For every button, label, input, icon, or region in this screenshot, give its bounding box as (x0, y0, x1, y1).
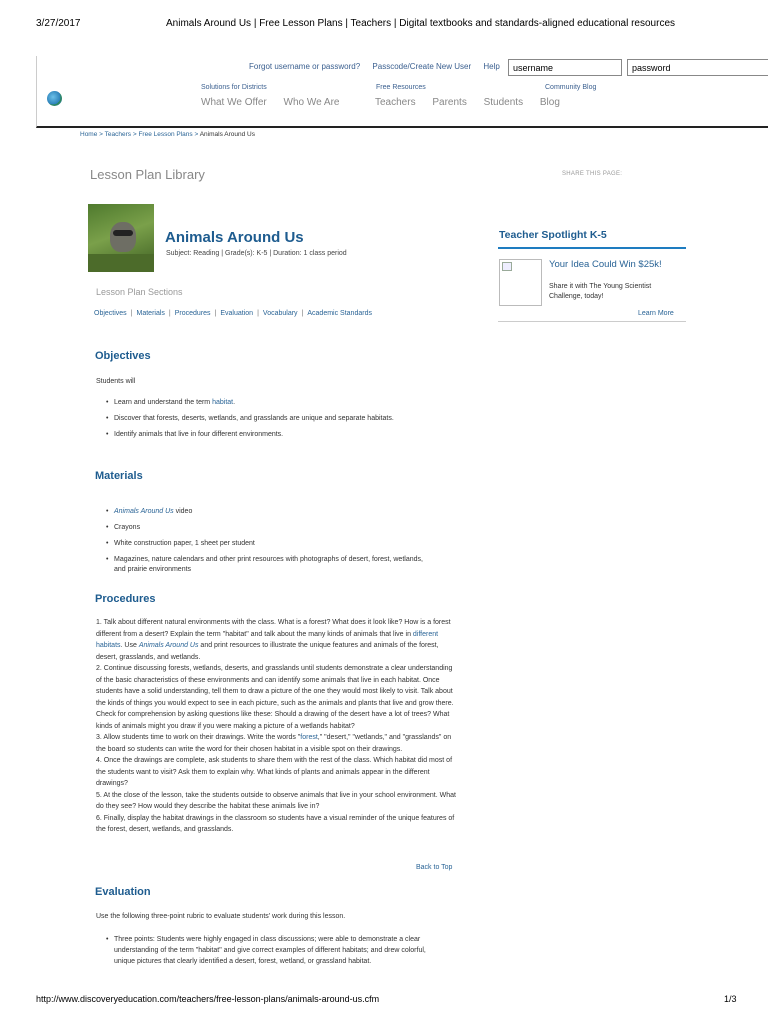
breadcrumb-separator: > (132, 131, 137, 138)
ad-headline-link[interactable]: Your Idea Could Win $25k! (549, 259, 662, 270)
section-link-evaluation[interactable]: Evaluation (220, 310, 254, 317)
breadcrumb-current: Animals Around Us (199, 131, 255, 138)
video-link[interactable]: Animals Around Us (114, 508, 174, 515)
breadcrumb-teachers[interactable]: Teachers (104, 131, 132, 138)
procedure-step-5: 5. At the close of the lesson, take the students outside to observe animals that live in your school environment. What do they see? How would they describe the habitat these animals live in? (96, 791, 456, 810)
page-title: Animals Around Us (165, 229, 304, 246)
breadcrumb-separator: > (194, 131, 199, 138)
community-blog-link[interactable]: Community Blog (545, 84, 597, 91)
passcode-link[interactable]: Passcode/Create New User (372, 62, 472, 71)
back-to-top-link[interactable]: Back to Top (416, 864, 453, 871)
main-nav (201, 97, 354, 108)
forgot-password-link[interactable]: Forgot username or password? (249, 62, 361, 71)
forest-link[interactable]: forest (300, 734, 318, 741)
objectives-heading: Objectives (95, 350, 151, 362)
breadcrumb-home[interactable]: Home (80, 131, 98, 138)
separator: | (257, 310, 259, 317)
lesson-sections-label: Lesson Plan Sections (96, 287, 183, 297)
evaluation-intro: Use the following three-point rubric to evaluate students' work during this lesson. (96, 913, 346, 920)
list-item: • Discover that forests, deserts, wetlands, and grasslands are unique and separate habitats. (114, 414, 434, 424)
breadcrumb (80, 131, 255, 138)
account-links (249, 62, 510, 71)
learn-more-link[interactable]: Learn More (638, 310, 674, 317)
list-item: • Identify animals that live in four different environments. (114, 430, 434, 440)
objectives-intro: Students will (96, 378, 136, 385)
print-page-number: 1/3 (724, 994, 737, 1004)
step-text: 3. Allow students time to work on their drawings. Write the words " (96, 734, 301, 741)
section-link-procedures[interactable]: Procedures (174, 310, 211, 317)
procedures-body (96, 617, 458, 836)
lesson-meta: Subject: Reading | Grade(s): K-5 | Duration: 1 class period (166, 250, 347, 257)
broken-image-icon[interactable] (499, 259, 542, 306)
ad-text: Share it with The Young Scientist Challenge, today! (549, 283, 652, 300)
username-input[interactable] (508, 59, 622, 76)
print-footer (36, 994, 736, 1004)
list-item (114, 398, 434, 408)
procedure-step-2: 2. Continue discussing forests, wetlands, deserts, and grasslands until students demonstrate a clear understanding of the basic characteristics of these environments and can identify some animals that live in each habitat. Once students have a solid understanding, tell them to draw a picture of the one they would most likely to visit. Talk about the kinds of things you would expect to see in each picture, such as the animals and plants that live and grow there. Check for comprehension by asking questions like these: Should a drawing of the desert have a lot of trees? What kinds of animals might you draw if you were making a picture of a wetlands habitat? (96, 665, 454, 730)
procedure-step-4: 4. Once the drawings are complete, ask students to share them with the rest of the class. Which habitat did most of the students want to visit? Ask them to explain why. What kinds of plants and animals appear in the different drawings? (96, 757, 453, 787)
list-item: • Three points: Students were highly engaged in class discussions; were able to demonstrate a clear understanding of the term "habitat" and give correct examples of different habitats; and drew colorful, unique pictures that clearly identified a desert, forest, wetland, or grassland habitat. (114, 934, 430, 967)
audience-nav (375, 97, 574, 108)
procedure-step-3 (96, 732, 458, 755)
step-text: . Use (120, 642, 139, 649)
spotlight-title: Teacher Spotlight K-5 (499, 229, 607, 241)
procedure-step-1 (96, 617, 458, 663)
separator: | (301, 310, 304, 317)
nav-who-we-are[interactable]: Who We Are (283, 97, 340, 108)
share-label: SHARE THIS PAGE: (562, 171, 623, 177)
evaluation-list (114, 934, 430, 973)
different-habitats-link[interactable]: different habitats (96, 630, 439, 649)
objective-text: Learn and understand the term (114, 399, 213, 406)
breadcrumb-separator: > (99, 131, 103, 138)
habitat-link[interactable]: habitat (212, 399, 234, 406)
evaluation-heading: Evaluation (95, 886, 151, 898)
list-item: • White construction paper, 1 sheet per student (114, 539, 434, 549)
photo-raccoon (110, 222, 136, 252)
procedure-step-6: 6. Finally, display the habitat drawings in the classroom so students have a visual reminder of the unique features of the forest, desert, wetlands, and grasslands. (96, 814, 455, 833)
section-link-materials[interactable]: Materials (136, 310, 165, 317)
section-link-vocabulary[interactable]: Vocabulary (262, 310, 298, 317)
print-date: 3/27/2017 (36, 18, 81, 29)
step-text: 1. Talk about different natural environments with the class. What is a forest? What does it look like? How is a forest different from a desert? Explain the term "habitat" and talk about the many kinds of animals that live in (96, 619, 451, 638)
objective-text-end: . (233, 399, 236, 406)
animals-around-us-link[interactable]: Animals Around Us (138, 642, 199, 649)
photo-raccoon-mask (113, 230, 133, 236)
procedures-heading: Procedures (95, 593, 156, 605)
nav-teachers[interactable]: Teachers (375, 97, 416, 108)
materials-heading: Materials (95, 470, 143, 482)
objectives-list (114, 398, 434, 446)
site-header (36, 56, 768, 128)
step-text: and print resources to illustrate the unique features and animals of the forest, desert, grasslands, and wetlands. (96, 642, 439, 661)
material-text: video (173, 508, 193, 515)
solutions-link[interactable]: Solutions for Districts (201, 84, 267, 91)
nav-what-we-offer[interactable]: What We Offer (201, 97, 267, 108)
list-item: • Crayons (114, 523, 434, 533)
free-resources-link[interactable]: Free Resources (376, 84, 426, 91)
separator: | (168, 310, 171, 317)
step-text: ," "desert," "wetlands," and "grasslands" on the board so students can write the word for their chosen habitat in a visible spot on their drawings. (96, 734, 452, 753)
breadcrumb-free-lesson-plans[interactable]: Free Lesson Plans (138, 131, 193, 138)
spotlight-footer-divider (498, 321, 686, 322)
separator: | (130, 310, 133, 317)
print-page-title: Animals Around Us | Free Lesson Plans | Teachers | Digital textbooks and standards-aligned educational resources (166, 18, 675, 29)
section-link-objectives[interactable]: Objectives (94, 310, 127, 317)
print-url: http://www.discoveryeducation.com/teachers/free-lesson-plans/animals-around-us.cfm (36, 994, 380, 1004)
library-title: Lesson Plan Library (90, 167, 205, 182)
section-link-academic-standards[interactable]: Academic Standards (307, 310, 372, 317)
spotlight-divider (498, 247, 686, 249)
nav-blog[interactable]: Blog (539, 97, 560, 108)
nav-students[interactable]: Students (483, 97, 524, 108)
nav-parents[interactable]: Parents (432, 97, 467, 108)
raccoon-photo (88, 204, 154, 272)
materials-list (114, 507, 434, 581)
separator: | (214, 310, 217, 317)
password-input[interactable] (627, 59, 768, 76)
list-item (114, 507, 434, 517)
list-item: • Magazines, nature calendars and other print resources with photographs of desert, forest, wetlands, and prairie environments (114, 555, 434, 575)
help-link[interactable]: Help (483, 62, 500, 71)
photo-grass (88, 254, 154, 272)
section-links (94, 310, 372, 317)
globe-logo-icon[interactable] (47, 91, 62, 106)
